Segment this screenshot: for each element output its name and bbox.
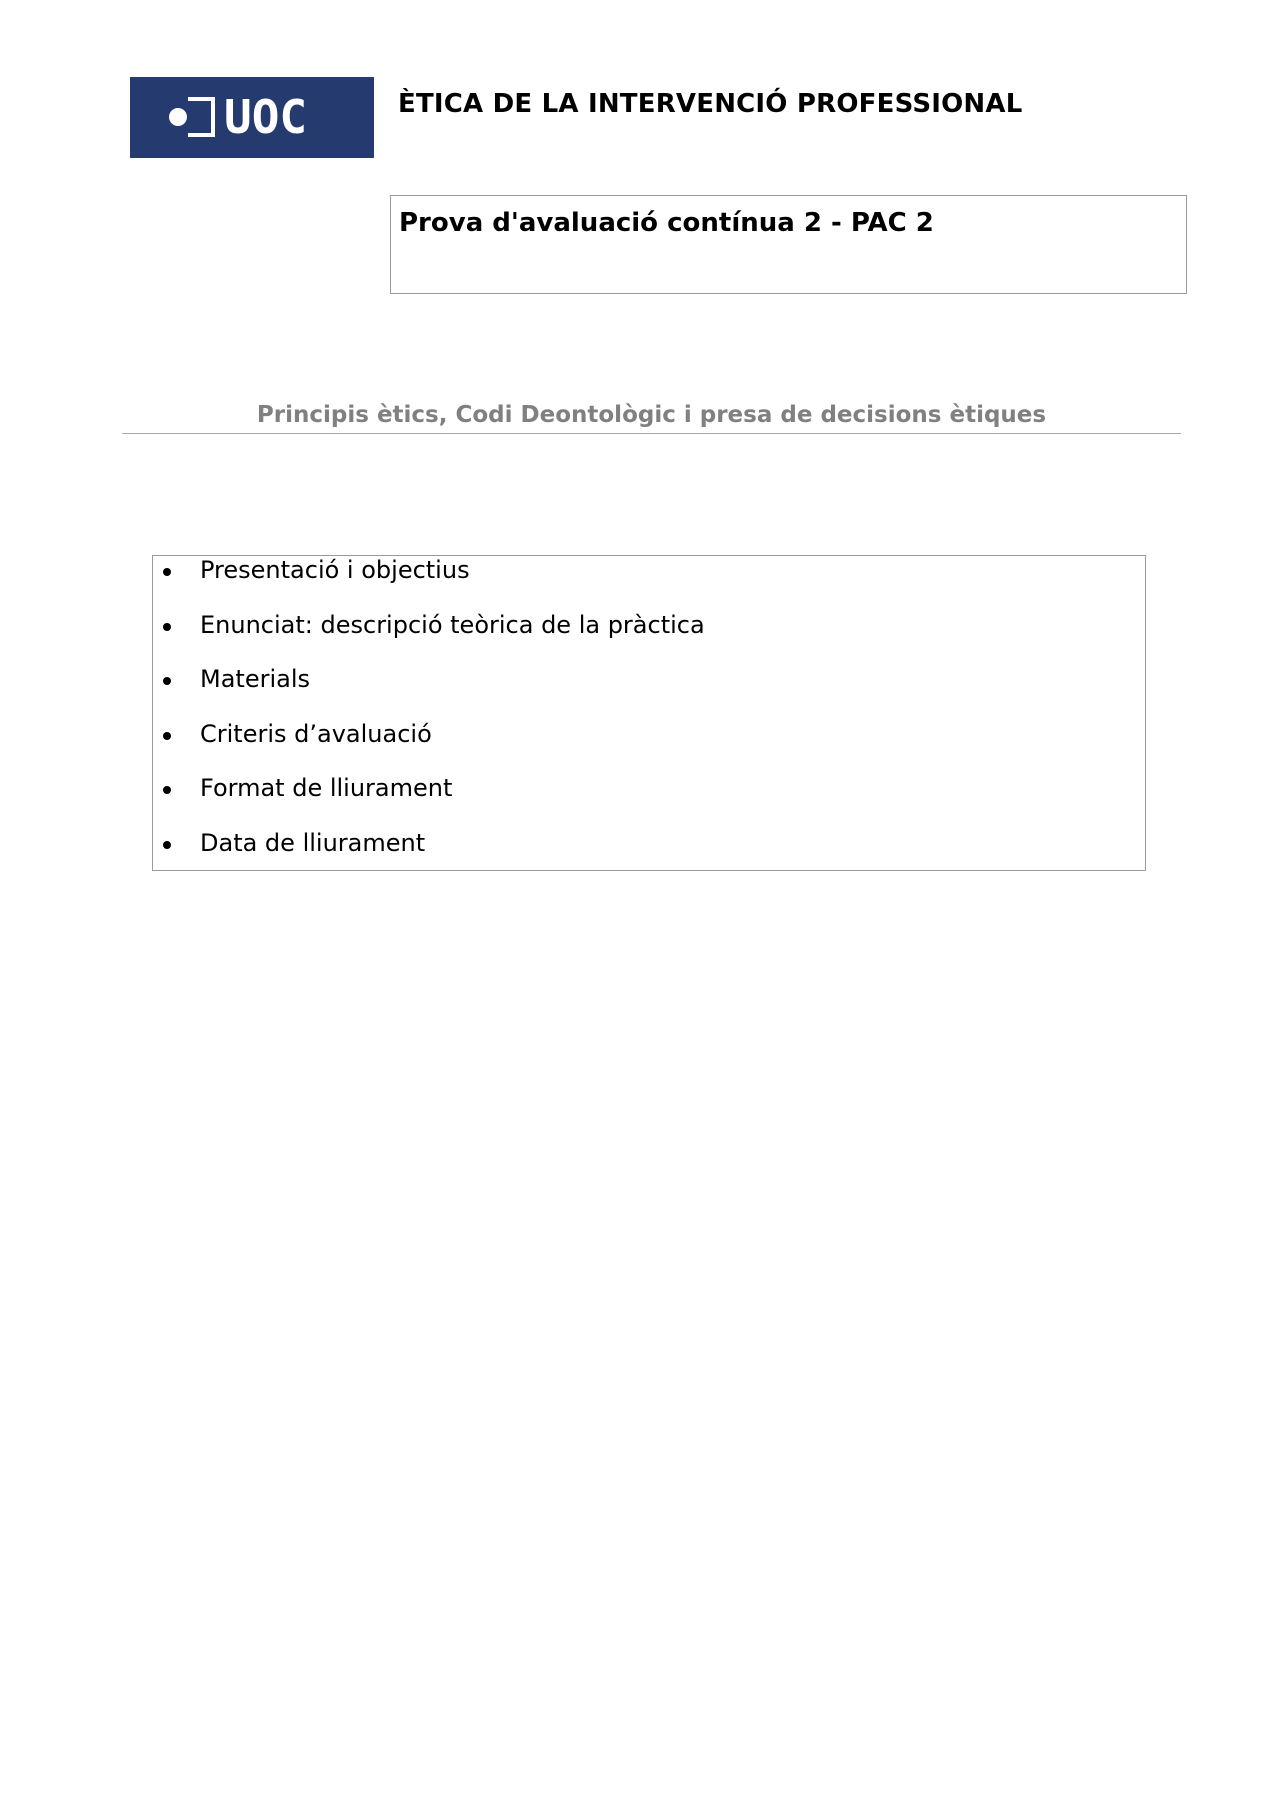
list-item-label: Data de lliurament bbox=[200, 829, 426, 857]
assignment-box bbox=[390, 195, 1187, 294]
list-item-label: Materials bbox=[200, 665, 311, 693]
list-item-label: Enunciat: descripció teòrica de la pràctica bbox=[200, 611, 705, 639]
list-item bbox=[153, 667, 1145, 707]
list-item bbox=[153, 613, 1145, 653]
bullet-icon bbox=[163, 623, 171, 631]
list-item bbox=[153, 558, 1145, 598]
bullet-icon bbox=[163, 568, 171, 576]
uoc-logo-mark bbox=[130, 77, 374, 158]
logo-text: UOC bbox=[224, 90, 308, 144]
contents-box bbox=[152, 555, 1146, 871]
list-item bbox=[153, 722, 1145, 762]
section-subtitle: Principis ètics, Codi Deontològic i presa de decisions ètiques bbox=[256, 402, 1047, 428]
list-item bbox=[153, 776, 1145, 816]
course-title: ÈTICA DE LA INTERVENCIÓ PROFESSIONAL bbox=[398, 89, 1023, 119]
list-item-label: Presentació i objectius bbox=[200, 556, 470, 584]
bullet-icon bbox=[163, 841, 171, 849]
list-item bbox=[153, 831, 1145, 871]
assignment-title: Prova d'avaluació contínua 2 - PAC 2 bbox=[399, 208, 934, 238]
bullet-icon bbox=[163, 677, 171, 685]
uoc-logo bbox=[130, 77, 374, 158]
bullet-icon bbox=[163, 786, 171, 794]
list-item-label: Criteris d’avaluació bbox=[200, 720, 432, 748]
list-item-label: Format de lliurament bbox=[200, 774, 453, 802]
subtitle-divider bbox=[122, 433, 1181, 434]
bullet-icon bbox=[163, 732, 171, 740]
